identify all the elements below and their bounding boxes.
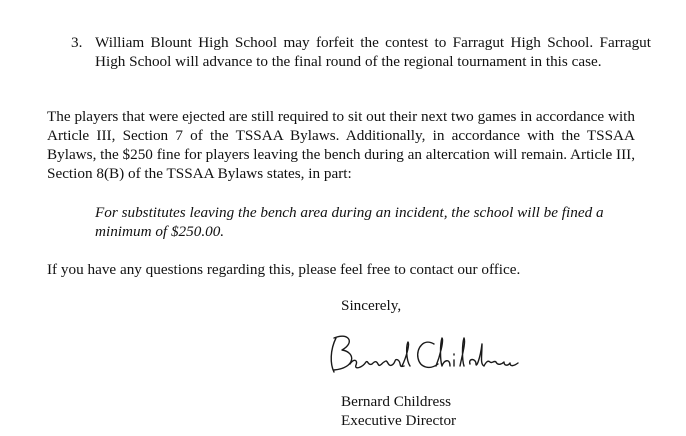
list-item-text: William Blount High School may forfeit the contest to Farragut High School. Farragut High School will advance to the final round of the regional tournament in this case.: [95, 34, 651, 70]
signer-name: Bernard Childress: [341, 393, 452, 410]
closing-salutation: Sincerely,: [341, 297, 402, 314]
signer-title: Executive Director: [341, 412, 457, 429]
bylaws-paragraph: The players that were ejected are still required to sit out their next two games in accordance with Article III, Section 7 of the TSSAA Bylaws. Additionally, in accordance with the TSSAA Bylaws, the $250 fine for players leaving the bench during an altercation will remain. Article III, Section 8(B) of the TSSAA Bylaws states, in part:: [47, 108, 635, 182]
contact-paragraph: If you have any questions regarding this, please feel free to contact our office.: [47, 261, 521, 278]
list-item-number: 3.: [71, 34, 83, 51]
bylaws-quote: For substitutes leaving the bench area during an incident, the school will be fined a minimum of $250.00.: [95, 204, 604, 240]
handwritten-signature: [322, 330, 522, 378]
